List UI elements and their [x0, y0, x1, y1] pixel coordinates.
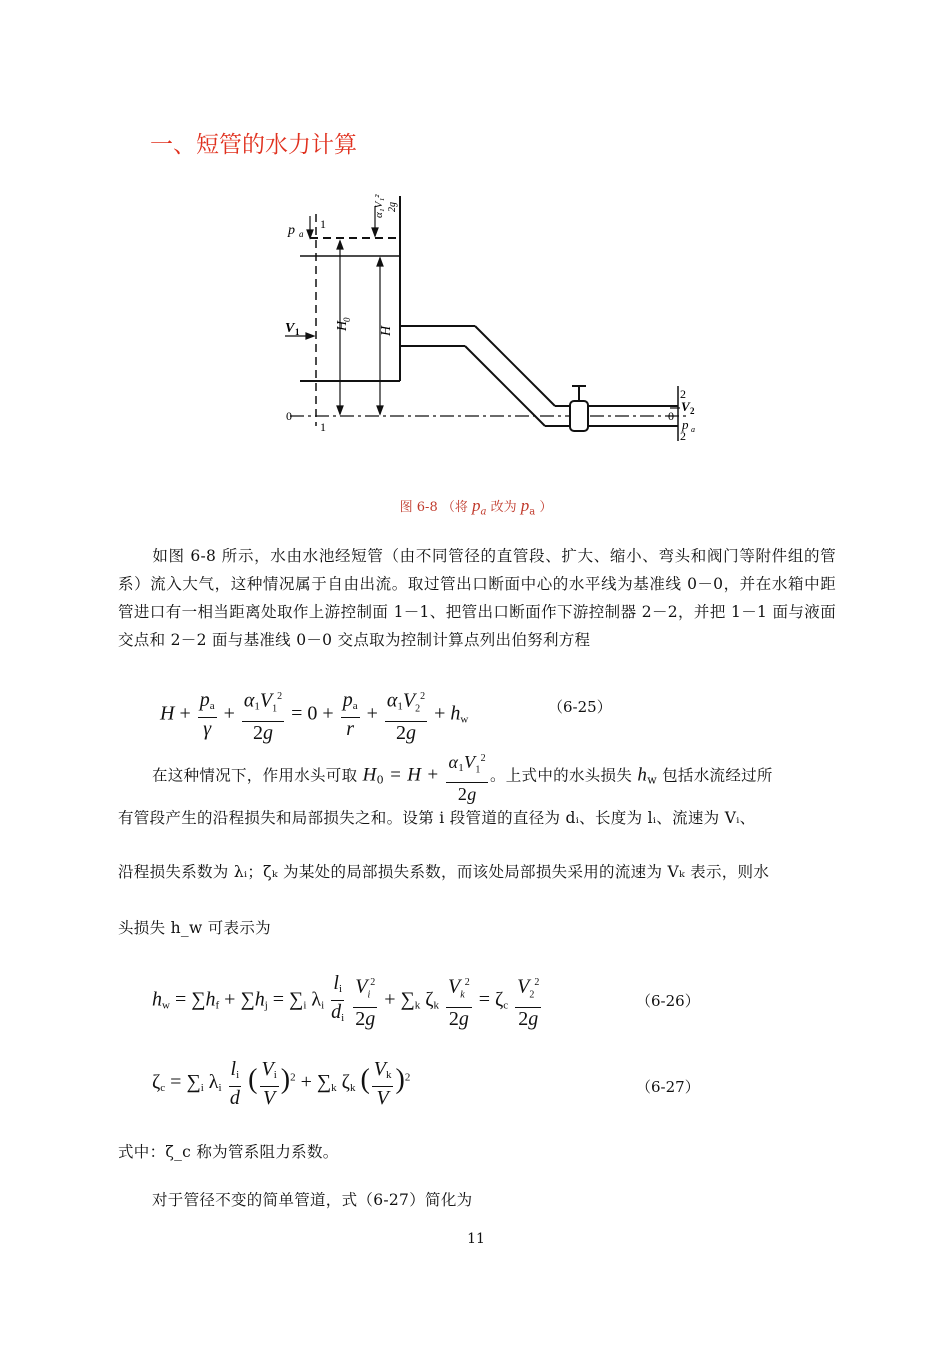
section-heading: 一、短管的水力计算: [150, 132, 357, 158]
equation-6-25: H + $\frac{p_a}{\gamma}$ + $\frac{\alpha_1V_1^2}{2g}$ = 0 + $\frac{p_a}{r}$ + $\frac{\alpha_1V_2^2}{2g}$ + $h_w$: [160, 686, 468, 744]
svg-text:a: a: [299, 229, 304, 239]
label-pa: p: [288, 223, 295, 238]
valve-body: [570, 401, 588, 431]
label-v2: V: [681, 399, 690, 414]
label-0-left: 0: [286, 409, 292, 423]
text-line-7: 对于管径不变的简单管道，式（6-27）简化为: [152, 1191, 473, 1209]
pipe-diagram-figure: [270, 186, 730, 456]
label-v1: V: [285, 321, 295, 336]
text-line-5: 头损失 h_w 可表示为: [118, 919, 271, 937]
text-line-4: 沿程损失系数为 λᵢ；ζₖ 为某处的局部损失系数，而该处局部损失采用的流速为 Vₖ 表示，则水: [118, 863, 770, 881]
label-h: H: [379, 325, 394, 336]
label-1-top: 1: [320, 217, 326, 231]
svg-text:1: 1: [295, 327, 300, 337]
label-head-term-den: 2g: [387, 202, 398, 212]
label-0-right: 0: [668, 409, 674, 423]
equation-number-6-25: （6-25）: [548, 698, 612, 716]
label-2-bottom: 2: [680, 429, 686, 443]
text-line-3: 有管段产生的沿程损失和局部损失之和。设第 i 段管道的直径为 dᵢ、长度为 lᵢ、流速为 Vᵢ、: [118, 809, 756, 827]
equation-6-26: $h_w = \sum h_f + \sum h_j = \sum_i$ $\lambda_i$ $\frac{l_i}{d_i}$ $\frac{V_i^2}{2g}$ + $\sum_k$ $\zeta_k$ $\frac{V_k^2}{2g}$ = $\zeta_c$ $\frac{V_2^2}{2g}$: [152, 972, 540, 1030]
svg-text:2: 2: [690, 406, 695, 416]
label-h0: H: [335, 320, 350, 331]
svg-text:a: a: [691, 425, 695, 434]
label-pa-right: p: [682, 417, 689, 432]
label-head-term-num: α₁V₁²: [373, 194, 385, 218]
svg-text:0: 0: [342, 317, 352, 322]
equation-number-6-26: （6-26）: [636, 992, 700, 1010]
text-line-head: 在这种情况下，作用水头可取 $H_0 = H$ + $\frac{\alpha_1V_1^2}{2g}$ 。上式中的水头损失 $h_w$ 包括水流经过所: [152, 748, 773, 805]
text-line-6: 式中：ζ_c 称为管系阻力系数。: [118, 1143, 339, 1161]
figure-caption: 图 6-8 （将 $p_a$ 改为 $p_a$ ）: [399, 496, 553, 518]
label-2-top: 2: [680, 387, 686, 401]
equation-number-6-27: （6-27）: [636, 1078, 700, 1096]
page-number: 11: [467, 1231, 485, 1247]
label-1-bottom: 1: [320, 420, 326, 434]
equation-6-27: $\zeta_c = \sum_i$ $\lambda_i$ $\frac{l_i}{d}$ ( $\frac{V_i}{V}$ )$^2 + \sum_k$ $\zeta_k$ ( $\frac{V_k}{V}$ )$^2$: [152, 1058, 411, 1109]
paragraph-intro: 如图 6-8 所示，水由水池经短管（由不同管径的直管段、扩大、缩小、弯头和阀门等附件组的管系）流入大气，这种情况属于自由出流。取过管出口断面中心的水平线为基准线 0－0，并在水箱中距管进口有一相当距离处取作上游控制面 1－1、把管出口断面作下游控制器 2－2，并把 1－1 面与液面交点和 2－2 面与基准线 0－0 交点取为控制计算点列出伯努利方程: [118, 547, 836, 649]
